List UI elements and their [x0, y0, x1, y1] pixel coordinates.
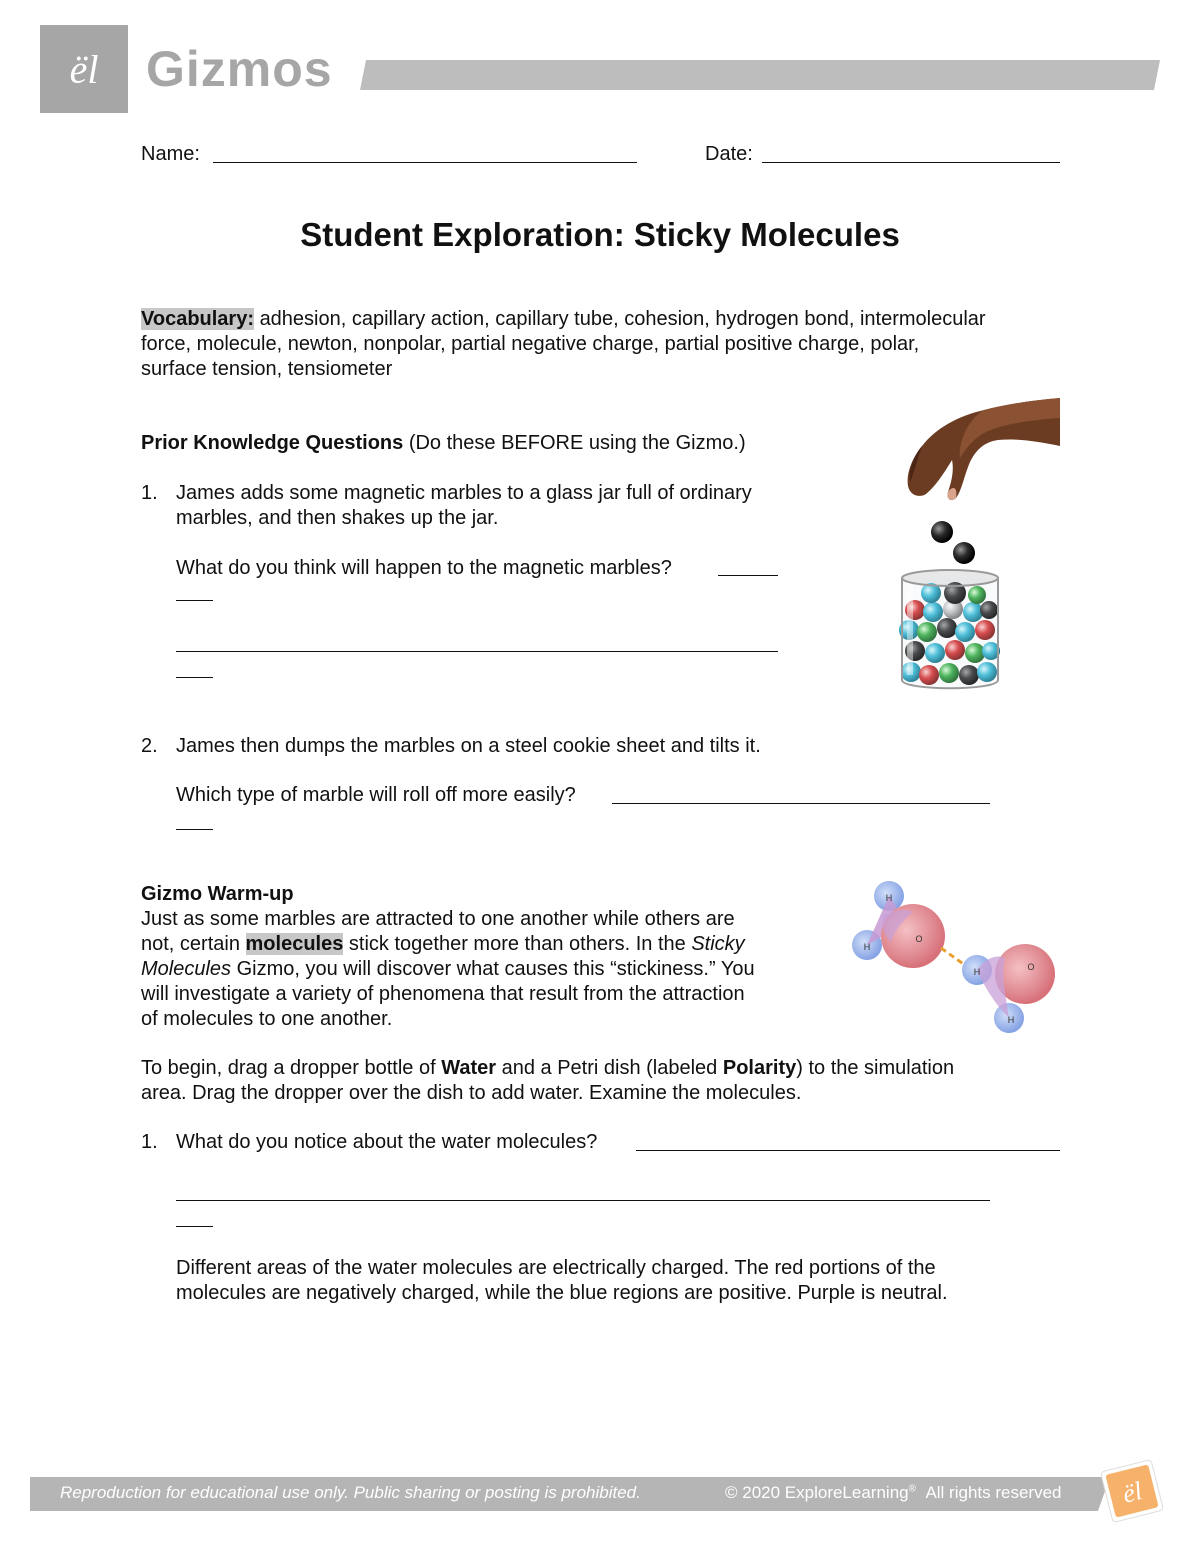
prior-q1-number: 1.	[141, 482, 158, 504]
prior-q1-answer-line-1[interactable]	[718, 575, 778, 576]
warmup-p2-part-a: To begin, drag a dropper bottle of	[141, 1057, 436, 1079]
warmup-note-line-1: Different areas of the water molecules are electrically charged. The red portions of the	[176, 1257, 936, 1279]
rights-text: All rights reserved	[925, 1483, 1062, 1502]
o-label: O	[1027, 962, 1035, 972]
vocabulary-line-3: surface tension, tensiometer	[141, 358, 393, 380]
hand-illustration	[900, 398, 1060, 503]
warmup-p2-part-c: and a Petri dish (labeled	[501, 1057, 718, 1079]
prior-q1-answer-line-3[interactable]	[176, 651, 778, 652]
warmup-note	[176, 1256, 1056, 1306]
h-label: H	[1007, 1015, 1015, 1025]
vocabulary-block	[141, 307, 1081, 382]
brand-name: Gizmos	[146, 41, 333, 97]
vocabulary-label: Vocabulary:	[141, 308, 254, 330]
h-label: H	[885, 893, 893, 903]
prior-heading-note: (Do these BEFORE using the Gizmo.)	[408, 432, 746, 454]
el-logo-icon	[40, 25, 128, 113]
vocabulary-line-2: force, molecule, newton, nonpolar, partial negative charge, partial positive charge, polar,	[141, 333, 920, 355]
warmup-p2-line-1	[141, 1056, 1061, 1081]
header-bar	[360, 60, 1160, 90]
prior-q2-prompt: Which type of marble will roll off more easily?	[176, 784, 576, 806]
logo-glyph: ël	[69, 47, 99, 92]
prior-q2-answer-line-2[interactable]	[176, 829, 213, 830]
o-label: O	[915, 934, 923, 944]
warmup-p1-line-4: will investigate a variety of phenomena that result from the attraction	[141, 983, 745, 1005]
registered-mark: ®	[908, 1483, 916, 1495]
prior-q2-answer-line-1[interactable]	[612, 803, 990, 804]
warmup-q1-answer-line-1[interactable]	[636, 1150, 1060, 1151]
warmup-heading: Gizmo Warm-up	[141, 883, 294, 905]
footer-logo-glyph: ël	[1119, 1476, 1145, 1509]
name-label: Name:	[141, 143, 200, 165]
page-title: Student Exploration: Sticky Molecules	[300, 216, 900, 253]
h-label: H	[973, 967, 981, 977]
warmup-q1-prompt: What do you notice about the water molecules?	[176, 1131, 598, 1153]
prior-q1-answer-line-4[interactable]	[176, 677, 213, 678]
warmup-p2	[141, 1056, 1061, 1106]
warmup-q1-number: 1.	[141, 1131, 158, 1153]
el-footer-logo-icon	[1094, 1453, 1170, 1529]
prior-q2-text: James then dumps the marbles on a steel cookie sheet and tilts it.	[176, 735, 761, 757]
polarity-keyword: Polarity	[722, 1057, 797, 1079]
warmup-p2-part-d: ) to the simulation	[796, 1057, 955, 1079]
footer-copyright	[725, 1483, 1062, 1503]
warmup-block	[141, 882, 841, 1032]
warmup-p1-line-2-mid: stick together more than others. In the	[348, 933, 686, 955]
vocabulary-line-1	[141, 307, 1081, 332]
name-field[interactable]	[213, 162, 637, 163]
marble-jar-illustration	[895, 515, 1010, 695]
warmup-p1-line-1: Just as some marbles are attracted to one another while others are	[141, 908, 735, 930]
water-molecules-illustration	[845, 876, 1060, 1036]
prior-q1-text	[176, 481, 816, 531]
prior-q1-line-1: James adds some magnetic marbles to a glass jar full of ordinary	[176, 482, 752, 504]
prior-q2-number: 2.	[141, 735, 158, 757]
date-label: Date:	[705, 143, 753, 165]
prior-heading: Prior Knowledge Questions	[141, 432, 404, 454]
warmup-p1-line-3	[141, 957, 841, 982]
warmup-p1-line-3-rest: Gizmo, you will discover what causes this “stickiness.” You	[236, 958, 755, 980]
gizmo-name-part-2: Molecules	[141, 958, 232, 980]
warmup-q1-answer-line-3[interactable]	[176, 1226, 213, 1227]
warmup-p2-line-2: area. Drag the dropper over the dish to add water. Examine the molecules.	[141, 1082, 802, 1104]
molecules-highlight: molecules	[245, 933, 344, 955]
prior-q1-prompt: What do you think will happen to the magnetic marbles?	[176, 557, 672, 579]
warmup-p1-line-2-start: not, certain	[141, 933, 240, 955]
water-keyword: Water	[441, 1057, 497, 1079]
warmup-p1-line-2	[141, 932, 841, 957]
copyright-text: © 2020 ExploreLearning	[725, 1483, 909, 1502]
vocabulary-terms-1: adhesion, capillary action, capillary tube, cohesion, hydrogen bond, intermolecular	[259, 308, 986, 330]
h-label: H	[863, 942, 871, 952]
warmup-note-line-2: molecules are negatively charged, while the blue regions are positive. Purple is neutral.	[176, 1282, 948, 1304]
prior-q1-answer-line-2[interactable]	[176, 600, 213, 601]
prior-q1-line-2: marbles, and then shakes up the jar.	[176, 507, 499, 529]
prior-heading-line	[141, 431, 746, 456]
footer-disclaimer: Reproduction for educational use only. Public sharing or posting is prohibited.	[60, 1483, 641, 1502]
date-field[interactable]	[762, 162, 1060, 163]
gizmo-name-part-1: Sticky	[691, 933, 745, 955]
warmup-p1-line-5: of molecules to one another.	[141, 1008, 393, 1030]
warmup-q1-answer-line-2[interactable]	[176, 1200, 990, 1201]
